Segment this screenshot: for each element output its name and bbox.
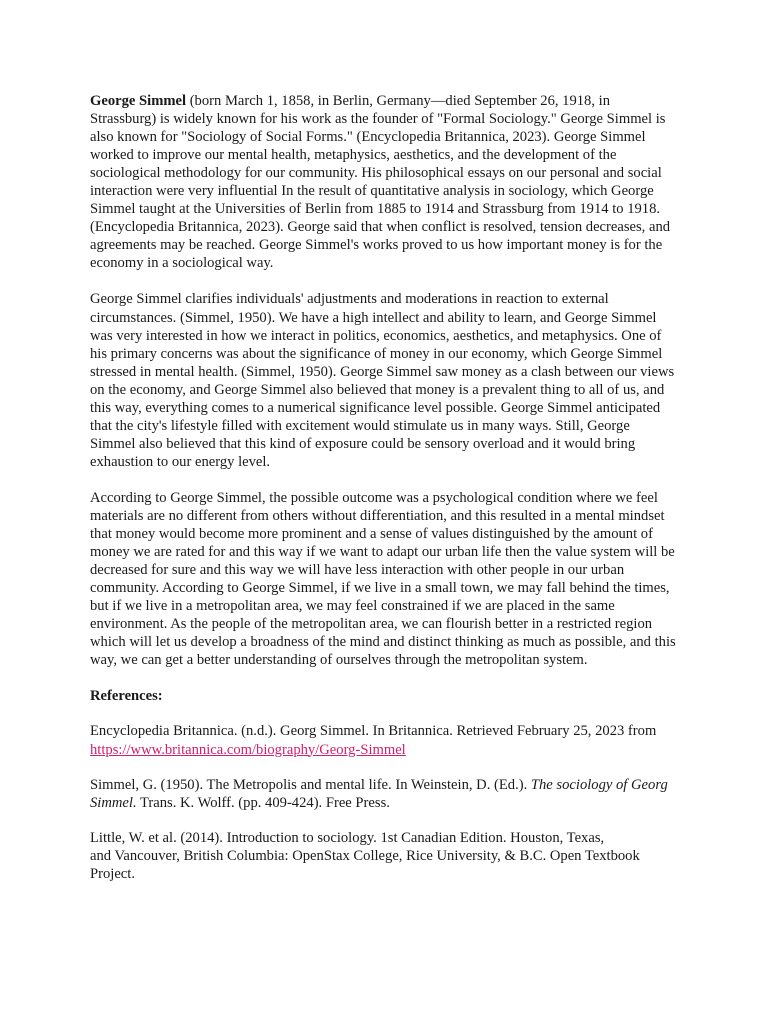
reference-1 bbox=[90, 722, 678, 758]
paragraph-3: According to George Simmel, the possible outcome was a psychological condition where we feel materials are no different from others without differentiation, and this resulted in a mental mindset that money would become more prominent and a sense of values distinguished by the amount of money we are rated for and this way if we want to adapt our urban life then the value system will be decreased for sure and this way we will have less interaction with other people in our urban community. According to George Simmel, if we live in a small town, we may fall behind the times, but if we live in a metropolitan area, we may feel constrained if we are placed in the same environment. As the people of the metropolitan area, we can flourish better in a restricted region which will let us develop a broadness of the mind and distinct thinking as much as possible, and this way, we can get a better understanding of ourselves through the metropolitan system. bbox=[90, 489, 676, 669]
paragraph-1 bbox=[90, 92, 678, 272]
reference-2-tail: Trans. K. Wolff. (pp. 409-424). Free Press. bbox=[136, 794, 390, 811]
references-heading: References: bbox=[90, 688, 163, 705]
paragraph-1-text: (born March 1, 1858, in Berlin, Germany—died September 26, 1918, in Strassburg) is widely known for his work as the founder of "Formal Sociology." George Simmel is also known for "Sociology of Social Forms." (Encyclopedia Britannica, 2023). George Simmel worked to improve our mental health, metaphysics, aesthetics, and the development of the sociological methodology for our community. His philosophical essays on our personal and social interaction were very influential In the result of quantitative analysis in sociology, which George Simmel taught at the Universities of Berlin from 1885 to 1914 and Strassburg from 1914 to 1918. (Encyclopedia Britannica, 2023). George said that when conflict is resolved, tension decreases, and agreements may be reached. George Simmel's works proved to us how important money is for the economy in a sociological way. bbox=[90, 93, 671, 272]
reference-2 bbox=[90, 776, 678, 812]
reference-3-line-2: and Vancouver, British Columbia: OpenStax College, Rice University, & B.C. Open Textbook Project. bbox=[90, 847, 640, 882]
reference-2-title: The sociology of Georg Simmel. bbox=[90, 776, 668, 811]
reference-1-text: Encyclopedia Britannica. (n.d.). Georg Simmel. In Britannica. Retrieved February 25, 2023 from bbox=[90, 723, 657, 740]
subject-name: George Simmel bbox=[90, 93, 187, 109]
reference-3-line-1: Little, W. et al. (2014). Introduction to sociology. 1st Canadian Edition. Houston, Texas, bbox=[90, 829, 605, 846]
paragraph-2: George Simmel clarifies individuals' adjustments and moderations in reaction to external circumstances. (Simmel, 1950). We have a high intellect and ability to learn, and George Simmel was very interested in how we interact in politics, economics, aesthetics, and metaphysics. One of his primary concerns was about the significance of money in our economy, which George Simmel stressed in mental health. (Simmel, 1950). George Simmel saw money as a clash between our views on the economy, and George Simmel also believed that money is a prevalent thing to all of us, and this way, everything comes to a numerical significance level possible. George Simmel anticipated that the city's lifestyle filled with excitement would stimulate us in many ways. Still, George Simmel also believed that this kind of exposure could be sensory overload and it would bring exhaustion to our energy level. bbox=[90, 291, 675, 470]
reference-3 bbox=[90, 829, 678, 883]
reference-2-text: Simmel, G. (1950). The Metropolis and mental life. In Weinstein, D. (Ed.). bbox=[90, 776, 531, 793]
britannica-link[interactable]: https://www.britannica.com/biography/Georg-Simmel bbox=[90, 741, 406, 758]
